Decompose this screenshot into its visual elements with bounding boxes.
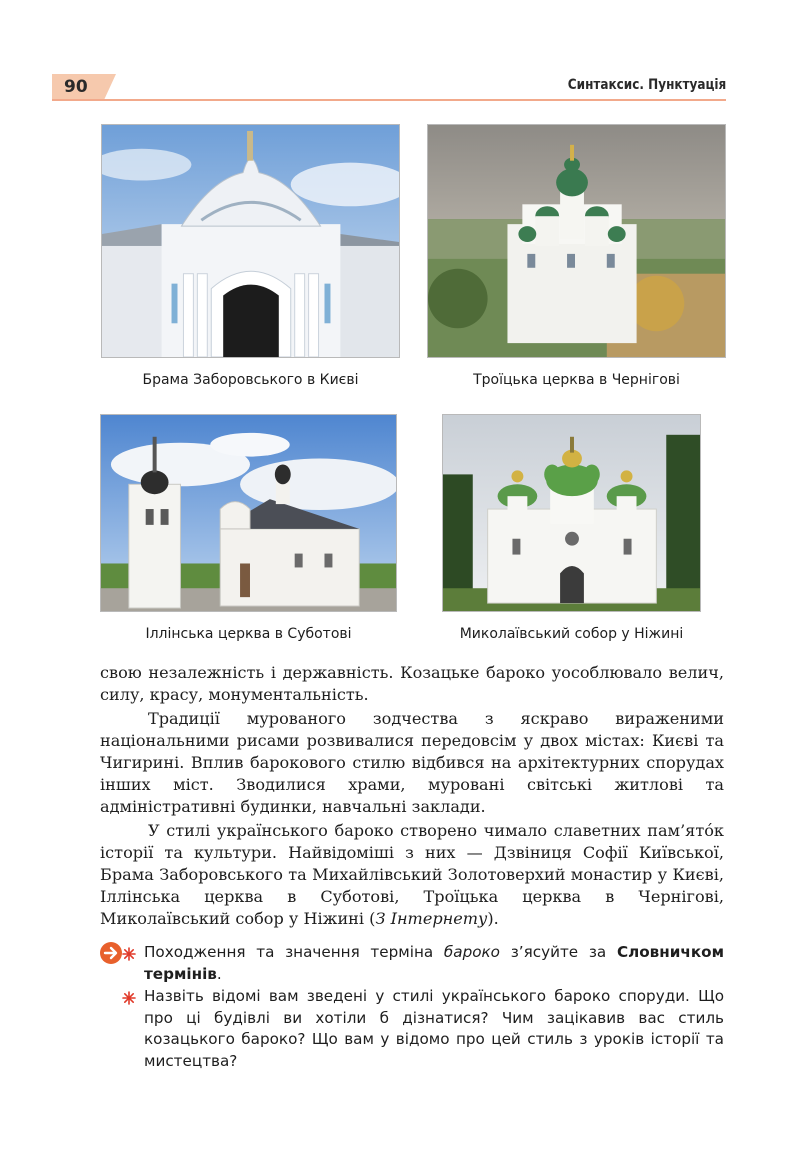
paragraph-2: Традиції мурованого зодчества з яскраво вираженими національними рисами розвивалися передовсім у двох містах: Києві та Чигирині. Вплив барокового стилю відбився на архітектурних спорудах інших міст. Зводилися храми, муровані світські житлові та адміністративні будинки, навчальні заклади. — [100, 709, 724, 816]
page-number: 90 — [52, 74, 104, 100]
task-1-prefix: Походження та значення терміна — [144, 943, 444, 961]
task-item-2 — [144, 986, 724, 1072]
task-1-term: бароко — [443, 943, 500, 961]
source-note: З Інтернету — [375, 909, 488, 928]
glossary-reference: Словничком термінів — [144, 943, 724, 983]
paragraph-1: свою незалежність і державність. Козацьке бароко уособлювало велич, силу, красу, монументальність. — [100, 663, 724, 704]
task-1-middle: з’ясуйте за — [499, 943, 617, 961]
paragraph-3-text: У стилі українського бароко створено чимало славетних пам’ятóк історії та культури. Найвідоміші з них — Дзвіниця Софії Київської, Брама Заборовського та Михайлівський Золотоверхий монастир у Києві, Іллінська церква в Суботові, Троїцька церква в Чернігові, Миколаївський собор у Ніжині ( — [100, 821, 724, 928]
task-1-suffix: . — [216, 964, 222, 983]
church-photo — [427, 124, 726, 358]
caption-trinity-church: Троїцька церква в Чернігові — [473, 372, 680, 388]
page-number-tab-tip — [104, 74, 116, 100]
task-2-text: Назвіть відомі вам зведені у стилі українського бароко споруди. Що про ці будівлі ви хотіли б дізнатися? Чим зацікавив вас стиль козацького бароко? Що вам у відомо про цей стиль з уроків історії та мистецтва? — [144, 987, 724, 1070]
gate-photo — [101, 124, 400, 358]
page-header — [52, 74, 726, 100]
section-title: Синтаксис. Пунктуація — [567, 77, 726, 93]
header-divider — [52, 99, 726, 101]
task-item-1 — [144, 942, 724, 985]
cathedral-photo — [442, 414, 701, 612]
church-photo — [100, 414, 397, 612]
asterisk-bullet-icon — [122, 990, 136, 1004]
caption-illinska-church: Іллінська церква в Суботові — [145, 626, 352, 642]
caption-gate: Брама Заборовського в Києві — [142, 372, 359, 388]
asterisk-bullet-icon — [122, 946, 136, 960]
arrow-right-icon — [100, 942, 122, 964]
paragraph-3 — [100, 820, 724, 930]
caption-mykolaivskyi-cathedral: Миколаївський собор у Ніжині — [459, 626, 684, 642]
paragraph-3-end: ). — [487, 909, 499, 928]
